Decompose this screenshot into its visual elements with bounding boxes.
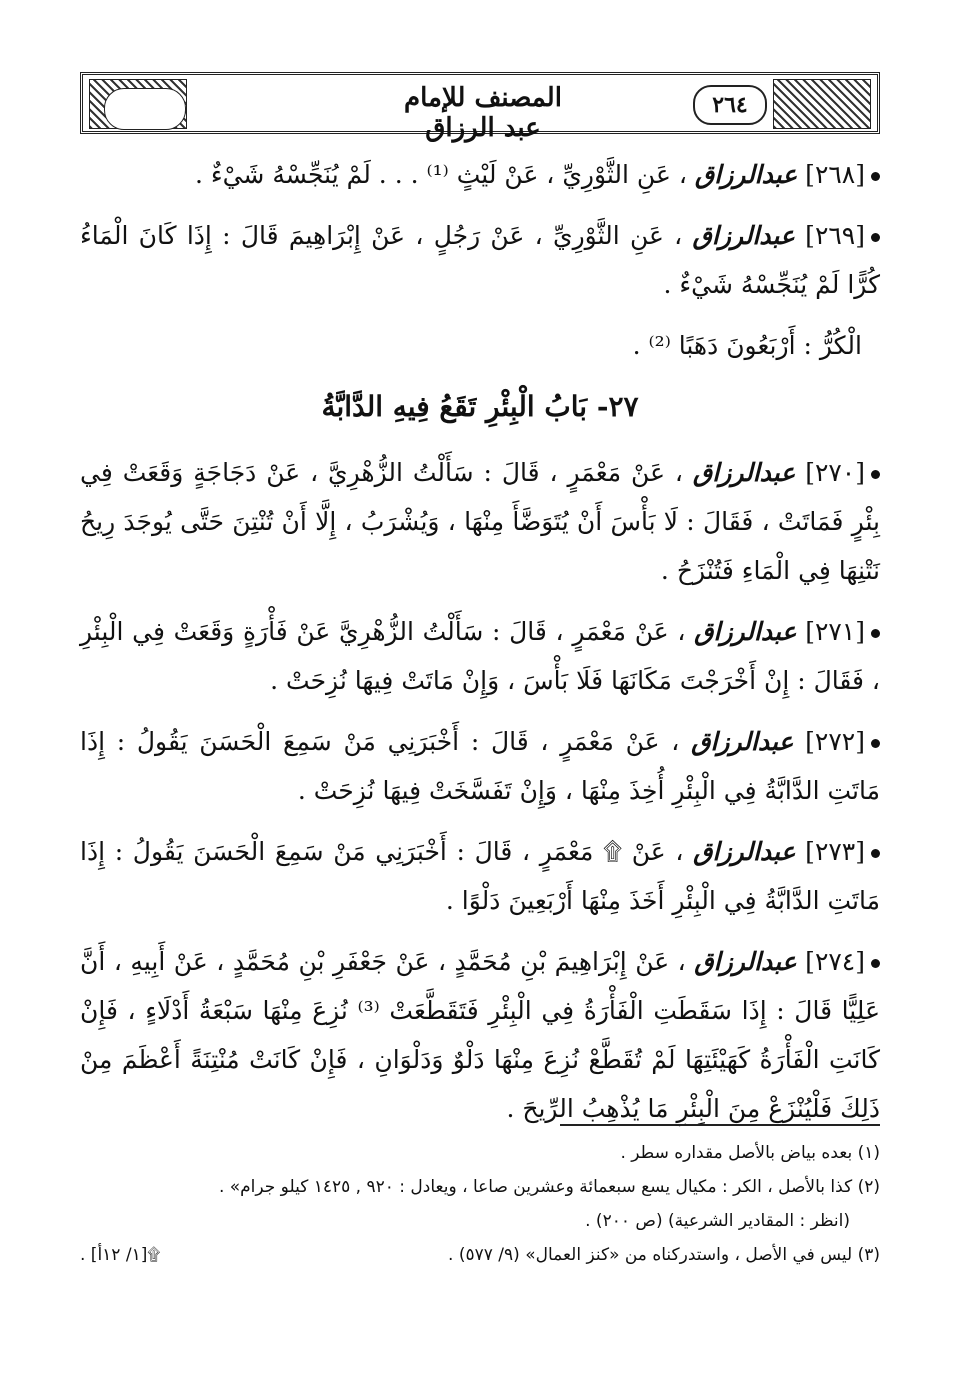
page-header — [80, 72, 880, 143]
footnote-2-ref: (انظر : المقادير الشرعية) (ص ٢٠٠) . — [585, 1211, 850, 1231]
page-number: ٢٦٤ — [693, 85, 767, 125]
book-title: المصنف للإمام عبد الرزاق — [404, 83, 562, 143]
footnote-2: (٢) كذا بالأصل ، الكر : مكيال يسع سبعمائة وعشرين صاعا ، ويعادل : ٩٢٠ , ١٤٢٥ كيلو جرام» . — [218, 1177, 880, 1197]
bullet-icon — [871, 470, 880, 479]
seal-icon — [104, 88, 186, 130]
main-text — [80, 150, 880, 1145]
footnote-separator — [560, 1124, 880, 1126]
hadith-273: [٢٧٣] عبدالرزاق ، عَنْ ۩ مَعْمَرٍ ، قَالَ : أَخْبَرَنِي مَنْ سَمِعَ الْحَسَنَ يَقُولُ : إِذَا مَاتَتِ الدَّابَّةُ فِي الْبِئْرِ أَخَذَ مِنْهَا أَرْبَعِينَ دَلْوًا . — [80, 837, 880, 915]
bullet-icon — [871, 233, 880, 242]
bullet-icon — [871, 172, 880, 181]
footnotes — [80, 1138, 880, 1270]
header-ornament-right — [773, 79, 871, 129]
footnote-3: (٣) ليس في الأصل ، واستدركناه من «كنز العمال» (٩/ ٥٧٧) . — [448, 1245, 880, 1265]
hadith-271: [٢٧١] عبدالرزاق ، عَنْ مَعْمَرٍ ، قَالَ : سَأَلْتُ الزُّهْرِيَّ عَنْ فَأْرَةٍ وَقَعَتْ فِي الْبِئْرِ ، فَقَالَ : إِنْ أَخْرَجْتَ مَكَانَهَا فَلَا بَأْسَ ، وَإِنْ مَاتَتْ فِيهَا نُزِحَتْ . — [80, 617, 880, 695]
header-ornament-left — [89, 79, 187, 129]
bullet-icon — [871, 739, 880, 748]
kurr-definition: الْكُرُّ : أَرْبَعُونَ دَهَبًا ⁽²⁾ . — [632, 331, 862, 360]
bullet-icon — [871, 959, 880, 968]
hadith-270: [٢٧٠] عبدالرزاق ، عَنْ مَعْمَرٍ ، قَالَ : سَأَلْتُ الزُّهْرِيَّ ، عَنْ دَجَاجَةٍ وَقَعَتْ فِي بِئْرٍ فَمَاتَتْ ، فَقَالَ : لَا بَأْسَ أَنْ يُتَوَضَّأَ مِنْهَا ، وَيُشْرَبُ ، إِلَّا أَنْ تُنْتِنَ حَتَّى يُوجَدَ رِيحُ نَتْنِهَا فِي الْمَاءِ فَتُنْزَحُ . — [80, 458, 880, 585]
bullet-icon — [871, 629, 880, 638]
chapter-heading: ٢٧- بَابُ الْبِئْرِ تَقَعُ فِيهِ الدَّابَّةُ — [321, 390, 639, 423]
footnote-1: (١) بعده بياض بالأصل مقداره سطر . — [620, 1143, 880, 1163]
hadith-272: [٢٧٢] عبدالرزاق ، عَنْ مَعْمَرٍ ، قَالَ : أَخْبَرَنِي مَنْ سَمِعَ الْحَسَنَ يَقُولُ : إِذَا مَاتَتِ الدَّابَّةُ فِي الْبِئْرِ أُخِذَ مِنْهَا ، وَإِنْ تَفَسَّخَتْ فِيهَا نُزِحَتْ . — [80, 727, 880, 805]
manuscript-marker: ۩[١/ ١٢أ] . — [80, 1245, 161, 1265]
hadith-274: [٢٧٤] عبدالرزاق ، عَنْ إِبْرَاهِيمَ بْنِ مُحَمَّدٍ ، عَنْ جَعْفَرِ بْنِ مُحَمَّدٍ ، عَنْ أَبِيهِ ، أَنَّ عَلِيًّا قَالَ : إِذَا سَقَطَتِ الْفَأْرَةُ فِي الْبِئْرِ فَتَقَطَّعَتْ ⁽³⁾ نُزِعَ مِنْهَا سَبْعَةُ أَدْلَاءٍ ، فَإِنْ كَانَتِ الْفَأْرَةُ كَهَيْئَتِهَا لَمْ تُقَطَّعْ نُزِعَ مِنْهَا دَلْوٌ وَدَلْوَانِ ، فَإِنْ كَانَتْ مُنْتِنَةً أَعْظَمَ مِنْ ذَلِكَ فَلْيُنْزَعْ مِنَ الْبِئْرِ مَا يُذْهِبُ الرِّيحَ . — [80, 947, 880, 1123]
bullet-icon — [871, 849, 880, 858]
hadith-269: [٢٦٩] عبدالرزاق ، عَنِ الثَّوْرِيِّ ، عَنْ رَجُلٍ ، عَنْ إِبْرَاهِيمَ قَالَ : إِذَا كَانَ الْمَاءُ كُرًّا لَمْ يُنَجِّسْهُ شَيْءٌ . — [80, 221, 880, 299]
hadith-268: [٢٦٨] عبدالرزاق ، عَنِ الثَّوْرِيِّ ، عَنْ لَيْثٍ ⁽¹⁾ . . . لَمْ يُنَجِّسْهُ شَيْءٌ . — [80, 150, 880, 199]
